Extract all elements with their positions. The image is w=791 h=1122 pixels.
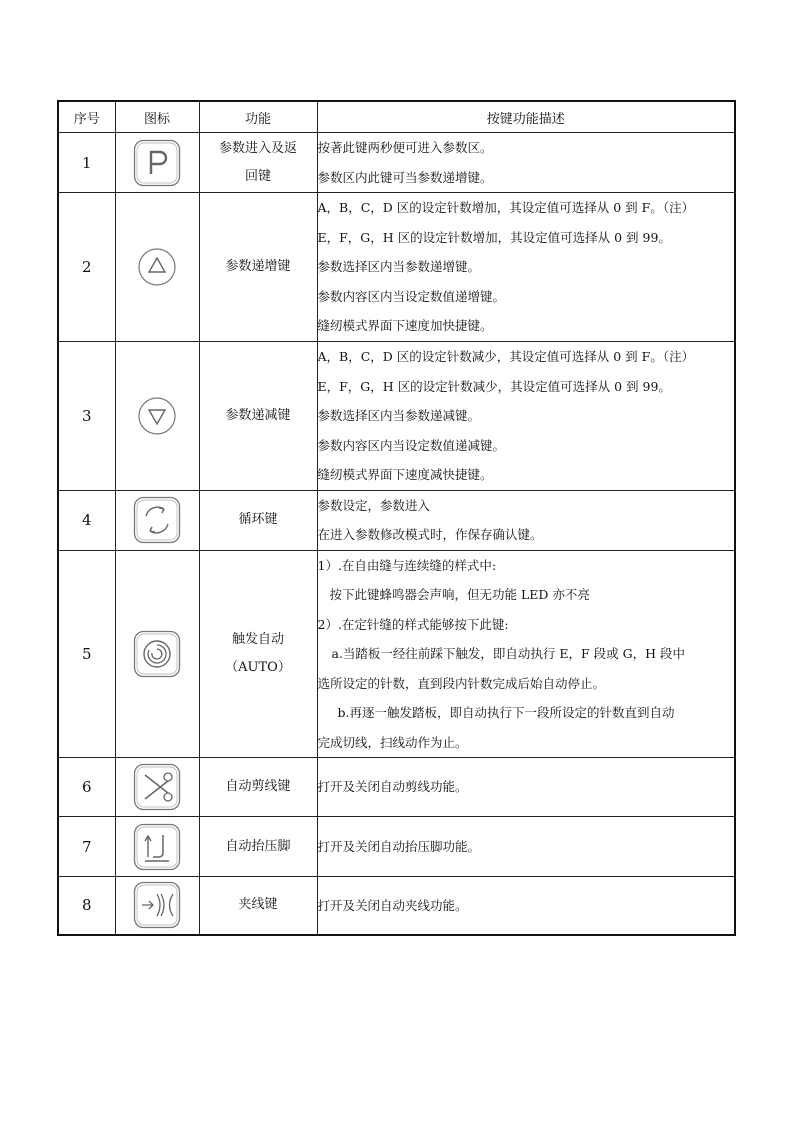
thread-clamp-icon — [133, 881, 181, 929]
description-line: 按下此键蜂鸣器会声响，但无功能 LED 亦不亮 — [329, 587, 590, 602]
function-label: 回键 — [244, 168, 271, 184]
row-number: 4 — [58, 490, 115, 550]
description-line: b.再逐一触发踏板，即自动执行下一段所设定的针数直到自动 — [337, 705, 675, 720]
table-row — [58, 758, 735, 817]
function-label: （AUTO） — [225, 659, 291, 675]
key-function-table — [57, 100, 736, 936]
function-label: 参数递减键 — [199, 342, 317, 491]
description-line: A，B，C，D 区的设定针数增加，其设定值可选择从 0 到 F。（注） — [317, 200, 695, 216]
function-label: 参数进入及返 — [218, 140, 297, 156]
function-label: 自动抬压脚 — [199, 817, 317, 877]
table-row — [58, 817, 735, 877]
description-line: a.当踏板一经往前踩下触发，即自动执行 E，F 段或 G，H 段中 — [331, 646, 686, 661]
function-label: 循环键 — [199, 490, 317, 550]
table-row — [58, 550, 735, 758]
description-line: 按著此键两秒便可进入参数区。 — [317, 140, 493, 155]
down-triangle-icon — [133, 392, 181, 440]
table-row — [58, 490, 735, 550]
header-description: 按键功能描述 — [317, 101, 735, 133]
scissors-icon — [133, 763, 181, 811]
auto-trigger-icon — [133, 630, 181, 678]
description-line: 1）.在自由缝与连续缝的样式中: — [317, 557, 497, 573]
table-row — [58, 877, 735, 935]
description-line: 缝纫模式界面下速度加快捷键。 — [317, 318, 493, 334]
table-row — [58, 133, 735, 193]
row-number: 1 — [58, 133, 115, 193]
description-line: 参数内容区内当设定数值递减键。 — [317, 437, 506, 453]
description-line: A，B，C，D 区的设定针数减少，其设定值可选择从 0 到 F。（注） — [317, 349, 695, 364]
function-label: 触发自动 — [231, 631, 284, 647]
header-index: 序号 — [58, 101, 115, 133]
description-line: 参数内容区内当设定数值递增键。 — [317, 288, 506, 304]
description-line: 参数区内此键可当参数递增键。 — [317, 169, 493, 185]
description-line: 选所设定的针数，直到段内针数完成后始自动停止。 — [317, 675, 606, 691]
table-row — [58, 342, 735, 491]
description-line: E，F，G，H 区的设定针数减少，其设定值可选择从 0 到 99。 — [317, 378, 671, 394]
row-number: 3 — [58, 342, 115, 491]
function-label: 参数递增键 — [199, 193, 317, 342]
table-header-row — [58, 101, 735, 133]
description-line: E，F，G，H 区的设定针数增加，其设定值可选择从 0 到 99。 — [317, 229, 671, 245]
row-number: 6 — [58, 758, 115, 817]
row-number: 2 — [58, 193, 115, 342]
header-icon: 图标 — [115, 101, 199, 133]
description-line: 打开及关闭自动剪线功能。 — [317, 779, 468, 795]
description-line: 参数选择区内当参数递增键。 — [317, 259, 481, 275]
description-line: 完成切线，扫线动作为止。 — [317, 734, 468, 750]
cycle-icon — [133, 496, 181, 544]
description-line: 打开及关闭自动夹线功能。 — [317, 897, 468, 913]
description-line: 在进入参数修改模式时，作保存确认键。 — [317, 527, 543, 542]
function-label: 夹线键 — [199, 877, 317, 935]
row-number: 7 — [58, 817, 115, 877]
table-row — [58, 193, 735, 342]
presser-foot-lift-icon — [133, 823, 181, 871]
description-line: 缝纫模式界面下速度减快捷键。 — [317, 467, 493, 482]
description-line: 打开及关闭自动抬压脚功能。 — [317, 838, 481, 854]
description-line: 2）.在定针缝的样式能够按下此键: — [317, 616, 509, 632]
function-label: 自动剪线键 — [199, 758, 317, 817]
p-key-icon — [133, 139, 181, 187]
description-line: 参数设定，参数进入 — [317, 497, 431, 513]
description-line: 参数选择区内当参数递减键。 — [317, 408, 481, 423]
up-triangle-icon — [133, 243, 181, 291]
header-function: 功能 — [199, 101, 317, 133]
row-number: 5 — [58, 550, 115, 758]
row-number: 8 — [58, 877, 115, 935]
